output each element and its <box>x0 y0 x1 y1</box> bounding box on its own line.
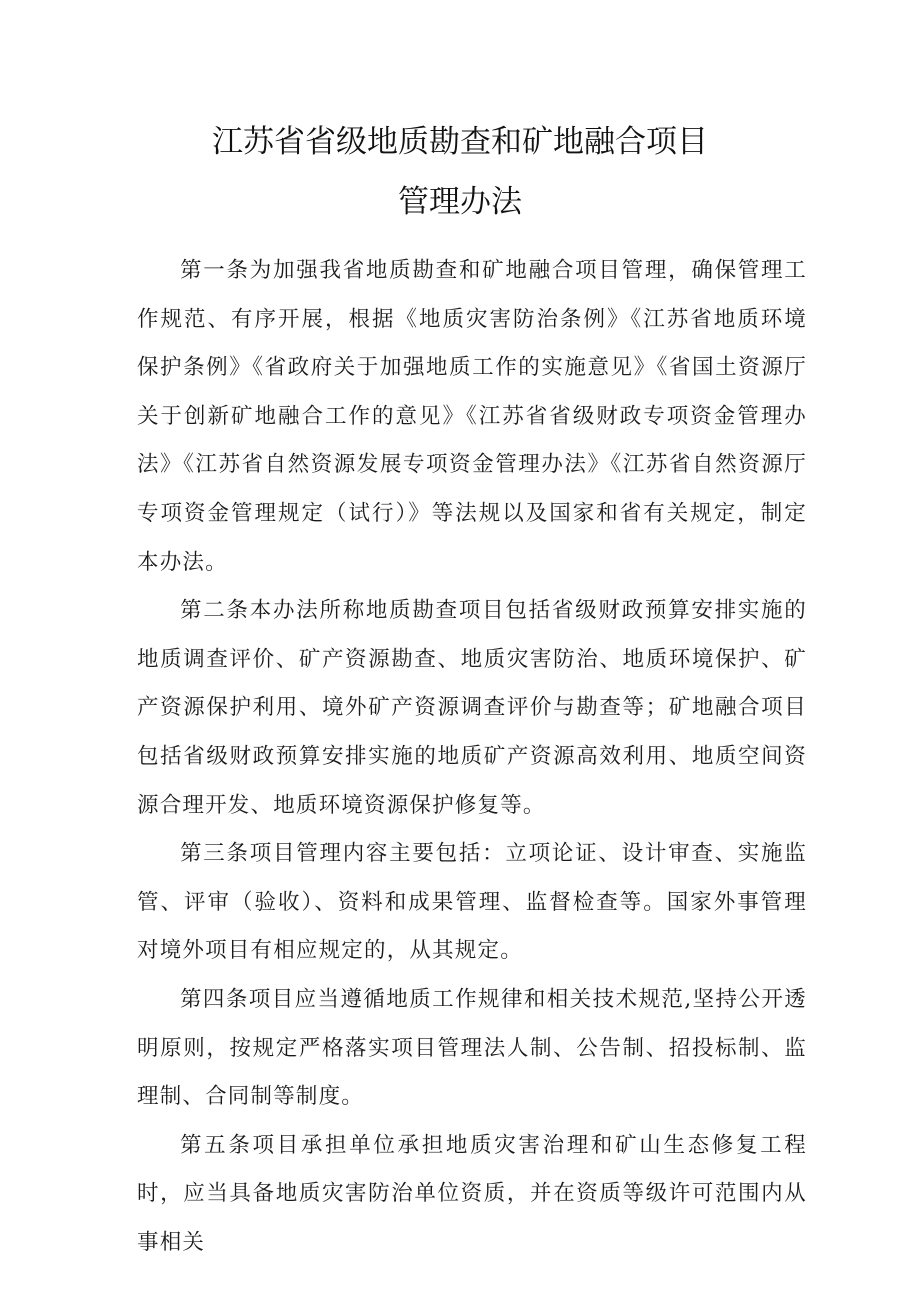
document-title-line-1: 江苏省省级地质勘查和矿地融合项目 <box>212 124 708 160</box>
article-2-paragraph: 第二条本办法所称地质勘查项目包括省级财政预算安排实施的地质调查评价、矿产资源勘查、地质灾害防治、地质环境保护、矿产资源保护利用、境外矿产资源调查评价与勘查等；矿地融合项目包括省级财政预算安排实施的地质矿产资源高效利用、地质空间资源合理开发、地质环境资源保护修复等。 <box>137 598 807 818</box>
article-1-paragraph: 第一条为加强我省地质勘查和矿地融合项目管理，确保管理工作规范、有序开展，根据《地质灾害防治条例》《江苏省地质环境保护条例》《省政府关于加强地质工作的实施意见》《省国土资源厅关于创新矿地融合工作的意见》《江苏省省级财政专项资金管理办法》《江苏省自然资源发展专项资金管理办法》《江苏省自然资源厅专项资金管理规定（试行）》等法规以及国家和省有关规定，制定本办法。 <box>137 258 807 575</box>
article-5-paragraph: 第五条项目承担单位承担地质灾害治理和矿山生态修复工程时，应当具备地质灾害防治单位资质，并在资质等级许可范围内从事相关 <box>137 1132 807 1255</box>
article-3-paragraph: 第三条项目管理内容主要包括：立项论证、设计审查、实施监管、评审（验收）、资料和成果管理、监督检查等。国家外事管理对境外项目有相应规定的，从其规定。 <box>137 841 807 964</box>
document-body <box>137 247 807 1267</box>
document-title-line-2: 管理办法 <box>398 184 522 220</box>
article-4-paragraph: 第四条项目应当遵循地质工作规律和相关技术规范,坚持公开透明原则，按规定严格落实项目管理法人制、公告制、招投标制、监理制、合同制等制度。 <box>137 986 807 1110</box>
